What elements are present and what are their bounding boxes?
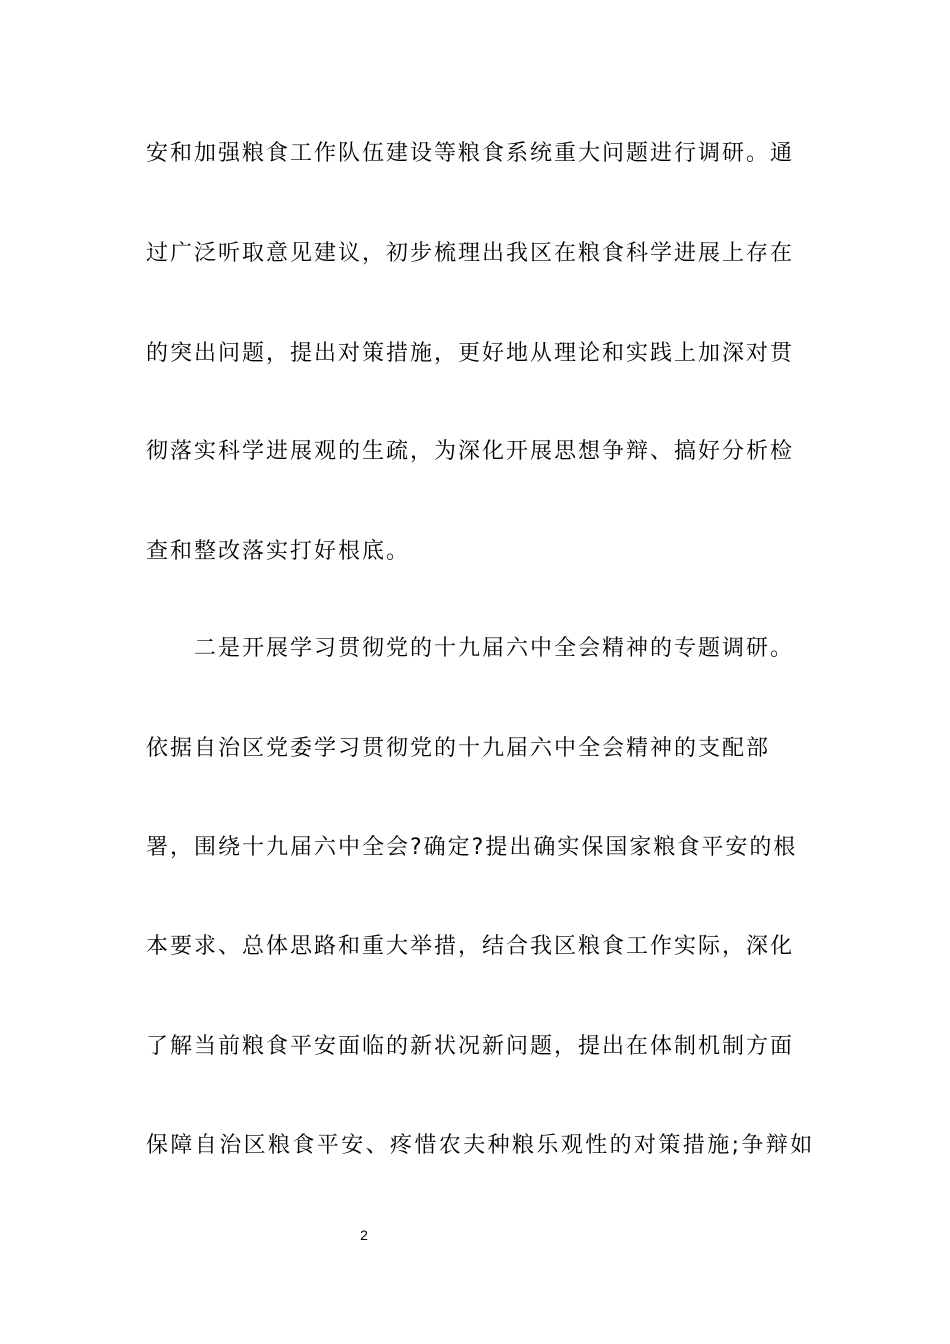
text-line: 彻落实科学进展观的生疏，为深化开展思想争辩、搞好分析检 — [146, 439, 795, 464]
text-line: 保障自治区粮食平安、疼惜农夫种粮乐观性的对策措施;争辩如 — [146, 1133, 815, 1158]
text-line: 本要求、总体思路和重大举措，结合我区粮食工作实际，深化 — [146, 934, 795, 959]
paragraph-heading-line: 二是开展学习贯彻党的十九届六中全会精神的专题调研。 — [194, 636, 795, 661]
text-line: 了解当前粮食平安面临的新状况新问题，提出在体制机制方面 — [146, 1034, 795, 1059]
text-line: 安和加强粮食工作队伍建设等粮食系统重大问题进行调研。通 — [146, 141, 795, 166]
text-line: 依据自治区党委学习贯彻党的十九届六中全会精神的支配部 — [146, 736, 771, 761]
text-line: 署，围绕十九届六中全会?确定?提出确实保国家粮食平安的根 — [146, 835, 798, 860]
text-line: 查和整改落实打好根底。 — [146, 539, 411, 564]
text-line: 的突出问题，提出对策措施，更好地从理论和实践上加深对贯 — [146, 341, 795, 366]
text-line: 过广泛听取意见建议，初步梳理出我区在粮食科学进展上存在 — [146, 241, 795, 266]
page-number: 2 — [360, 1227, 368, 1243]
